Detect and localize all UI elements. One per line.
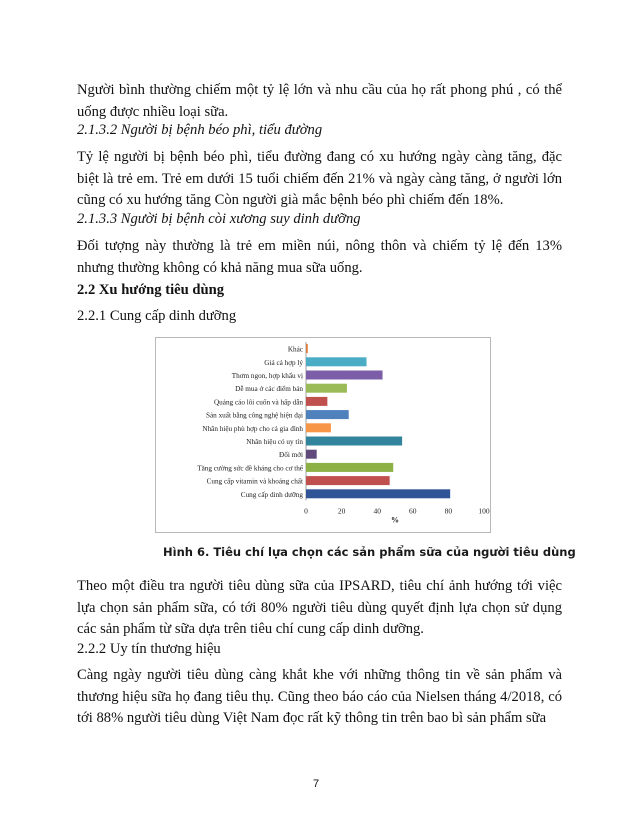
x-axis-label: %	[391, 515, 399, 525]
x-tick-label: 80	[444, 506, 453, 516]
category-label: Khác	[287, 345, 303, 354]
bar	[306, 489, 450, 498]
bar	[306, 476, 390, 485]
category-label: Thơm ngon, hợp khẩu vị	[231, 372, 303, 380]
paragraph-normal-people: Người bình thường chiếm một tỷ lệ lớn và nhu cầu của họ rất phong phú , có thể uống được nhiều loại sữa.	[77, 82, 562, 120]
category-label: Tăng cường sức đề kháng cho cơ thể	[197, 464, 303, 473]
bar	[306, 450, 317, 459]
heading-rickets-malnutrition: 2.1.3.3 Người bị bệnh còi xương suy dinh dưỡng	[77, 211, 361, 227]
bar	[306, 410, 349, 419]
category-label: Sản xuất bằng công nghệ hiện đại	[205, 411, 303, 420]
paragraph-rickets-malnutrition: Đối tượng này thường là trẻ em miền núi, nông thôn và chiếm tỷ lệ đến 13% nhưng thường không có khả năng mua sữa uống.	[77, 238, 562, 276]
paragraph-obesity-diabetes: Tỷ lệ người bị bệnh béo phì, tiểu đường đang có xu hướng ngày càng tăng, đặc biệt là trẻ em. Trẻ em dưới 15 tuổi chiếm đến 21% và ngày càng tăng, ở người lớn cũng có xu hướng tăng Còn người già mắc bệnh béo phì chiếm đến 18%.	[77, 149, 562, 208]
category-label: Giá cả hợp lý	[264, 358, 303, 367]
heading-consumption-trends: 2.2 Xu hướng tiêu dùng	[77, 282, 225, 298]
x-tick-label: 100	[478, 506, 490, 516]
bar	[306, 384, 347, 393]
heading-nutrition-supply: 2.2.1 Cung cấp dinh dưỡng	[77, 308, 237, 324]
bar	[306, 423, 331, 432]
paragraph-brand-reputation: Càng ngày người tiêu dùng càng khắt khe với những thông tin về sản phẩm và thương hiệu sữa họ đang tiêu thụ. Cũng theo báo cáo của Nielsen tháng 4/2018, có tới 88% người tiêu dùng Việt Nam đọc rất kỹ thông tin trên bao bì sản phẩm sữa	[77, 667, 562, 726]
bar	[306, 357, 367, 366]
bar	[306, 397, 327, 406]
category-label: Quảng cáo lôi cuốn và hấp dẫn	[213, 398, 303, 407]
category-label: Đổi mới	[279, 451, 303, 460]
heading-obesity-diabetes: 2.1.3.2 Người bị bệnh béo phì, tiểu đường	[77, 122, 323, 138]
category-label: Cung cấp dinh dưỡng	[240, 490, 303, 499]
category-label: Cung cấp vitamin và khoáng chất	[206, 477, 303, 486]
figure-caption: Hình 6. Tiêu chí lựa chọn các sản phẩm sữa của người tiêu dùng	[163, 545, 576, 559]
heading-brand-reputation: 2.2.2 Uy tín thương hiệu	[77, 641, 221, 657]
bar-chart-svg	[156, 338, 490, 532]
paragraph-ipsard-survey: Theo một điều tra người tiêu dùng sữa của IPSARD, tiêu chí ảnh hướng tới việc lựa chọn sản phẩm sữa, có tới 80% người tiêu dùng quyết định lựa chọn sử dụng các sản phẩm từ sữa dựa trên tiêu chí cung cấp dinh dưỡng.	[77, 578, 562, 637]
bar	[306, 437, 402, 446]
x-tick-label: 60	[409, 506, 417, 516]
x-tick-label: 20	[337, 506, 346, 516]
category-label: Nhãn hiệu phù hợp cho cả gia đình	[202, 424, 303, 433]
page-number: 7	[313, 778, 320, 790]
category-label: Dễ mua ở các điểm bán	[235, 385, 303, 394]
bar	[306, 463, 393, 472]
bar	[306, 344, 308, 353]
bar-chart	[155, 337, 491, 533]
x-tick-label: 40	[373, 506, 381, 516]
x-tick-label: 0	[304, 506, 308, 516]
category-label: Nhãn hiệu có uy tín	[246, 438, 303, 446]
bar	[306, 371, 383, 380]
